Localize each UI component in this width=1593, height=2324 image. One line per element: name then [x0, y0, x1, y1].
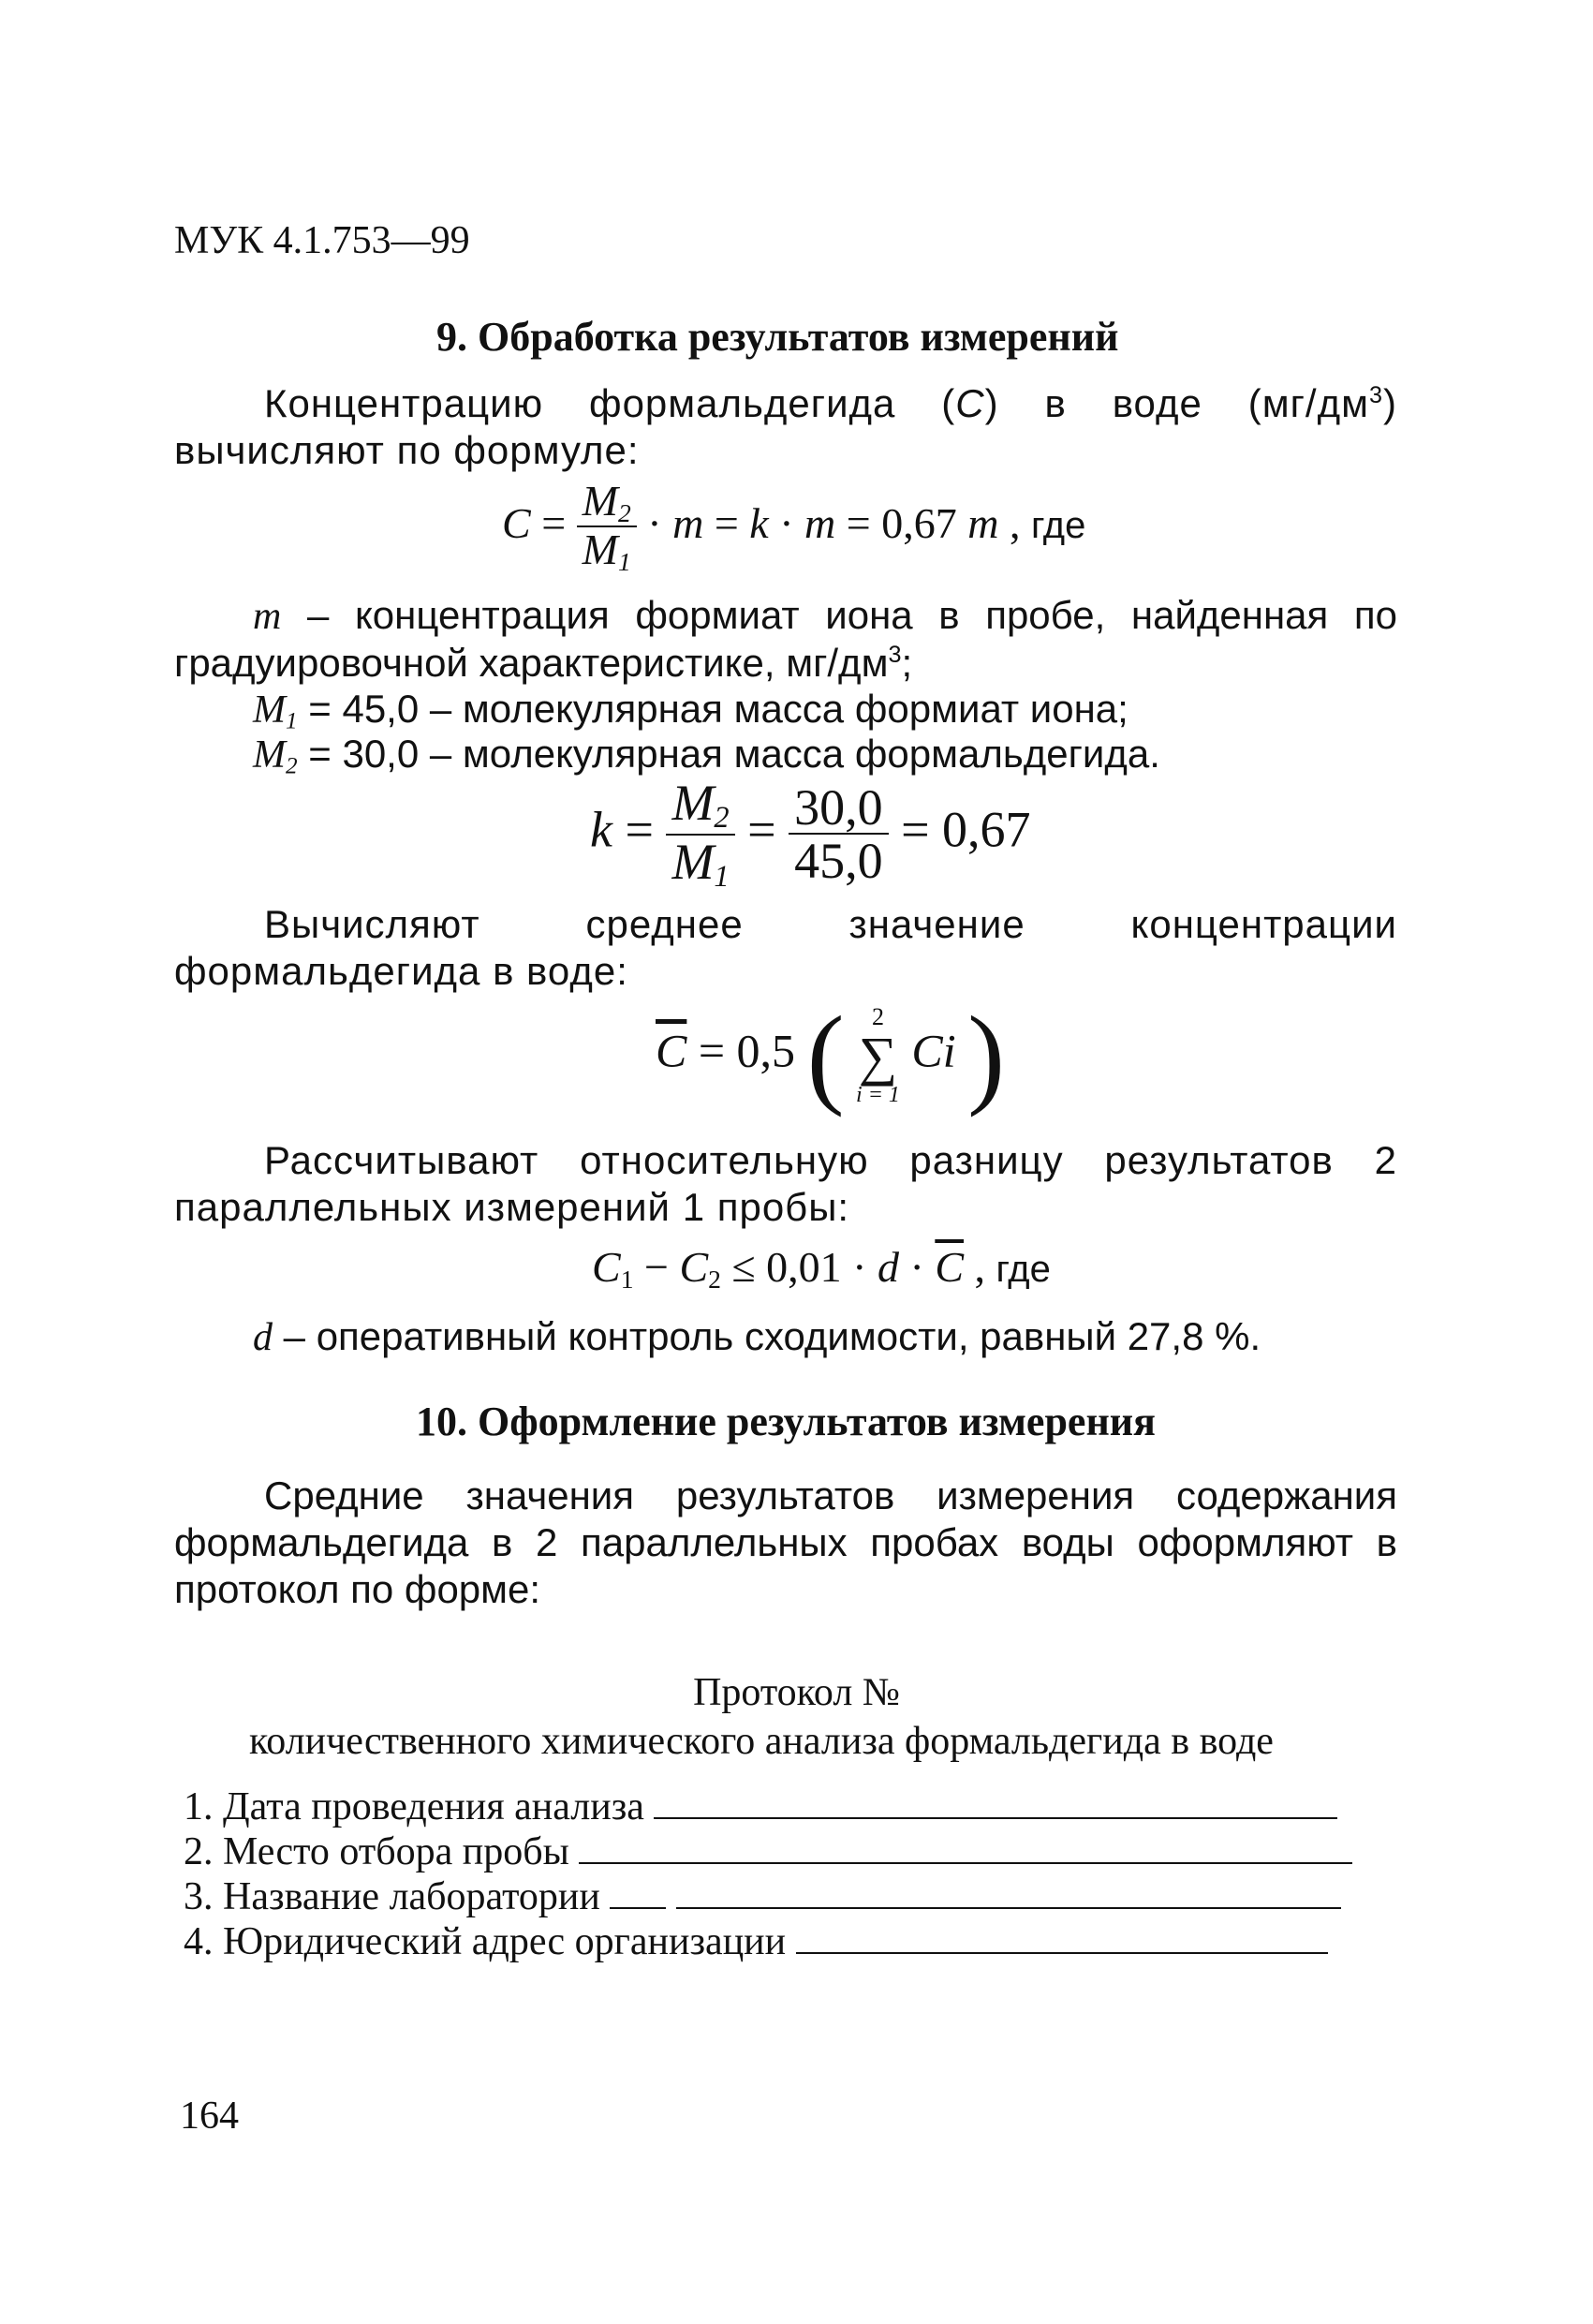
definition-m: m – концентрация формиат иона в пробе, найденная по градуировочной характеристике, $мг/дм^3$;	[174, 593, 1397, 685]
document-code: МУК 4.1.753—99	[174, 219, 470, 262]
section-10-title: 10. Оформление результатов измерения	[416, 1399, 1156, 1444]
protocol-field	[184, 1784, 1337, 1830]
fraction-m2-m1-k: $\frac{M_2}{M_1}$	[666, 777, 734, 893]
field-blank-line[interactable]	[676, 1875, 1341, 1909]
mean-intro: Вычисляют среднее значение концентрации формальдегида в воде:	[174, 902, 1397, 993]
field-blank-line[interactable]	[610, 1875, 666, 1909]
definition-m2: $M_2 = 30,0$ – молекулярная масса формальдегида.	[253, 732, 1160, 779]
field-blank-line[interactable]	[579, 1830, 1352, 1864]
fraction-values: $\frac{30,0}{45,0}$	[789, 782, 889, 888]
field-label: 2. Место отбора пробы	[184, 1830, 569, 1873]
formula-concentration: C = $\frac{M_2}{M_1}$ · m = k · m = 0,67 m , где	[502, 477, 1086, 577]
section-9-title: 9. Обработка результатов измерений	[436, 314, 1119, 360]
protocol-field	[184, 1873, 1341, 1920]
field-blank-line[interactable]	[796, 1920, 1328, 1954]
field-label: 1. Дата проведения анализа	[184, 1785, 644, 1828]
page-number: 164	[180, 2095, 239, 2138]
formula-mean: $\overline{C} = 0,5$ ( 2 ∑ i = 1 Ci )	[656, 993, 1006, 1118]
section-10-intro: Средние значения результатов измерения содержания формальдегида в 2 параллельных пробах воды оформляют в протокол по форме:	[174, 1473, 1397, 1611]
diff-intro: Рассчитывают относительную разницу результатов 2 параллельных измерений 1 пробы:	[174, 1138, 1397, 1229]
formula-k: k = $\frac{M_2}{M_1}$ = $\frac{30,0}{45,0}$ = 0,67	[590, 775, 1031, 894]
definition-d: d – оперативный контроль сходимости, равный 27,8 %.	[253, 1314, 1261, 1359]
fraction-m2-m1: $\frac{M_2}{M_1}$	[577, 480, 637, 576]
field-label: 3. Название лаборатории	[184, 1875, 600, 1918]
section-9-intro: Концентрацию формальдегида (С) в воде $(мг/дм^3)$ вычисляют по формуле:	[174, 381, 1397, 472]
protocol-field	[184, 1828, 1352, 1875]
formula-difference: $C_1 - C_2 \le 0,01 \cdot d \cdot \overline{C}$ , где	[592, 1243, 1051, 1294]
field-label: 4. Юридический адрес организации	[184, 1920, 787, 1963]
protocol-subtitle: количественного химического анализа формальдегида в воде	[249, 1720, 1274, 1763]
protocol-field	[184, 1918, 1328, 1965]
definition-m1: $M_1 = 45,0$ – молекулярная масса формиат иона;	[253, 687, 1128, 734]
field-blank-line[interactable]	[654, 1785, 1337, 1819]
protocol-title: Протокол №	[693, 1671, 900, 1714]
